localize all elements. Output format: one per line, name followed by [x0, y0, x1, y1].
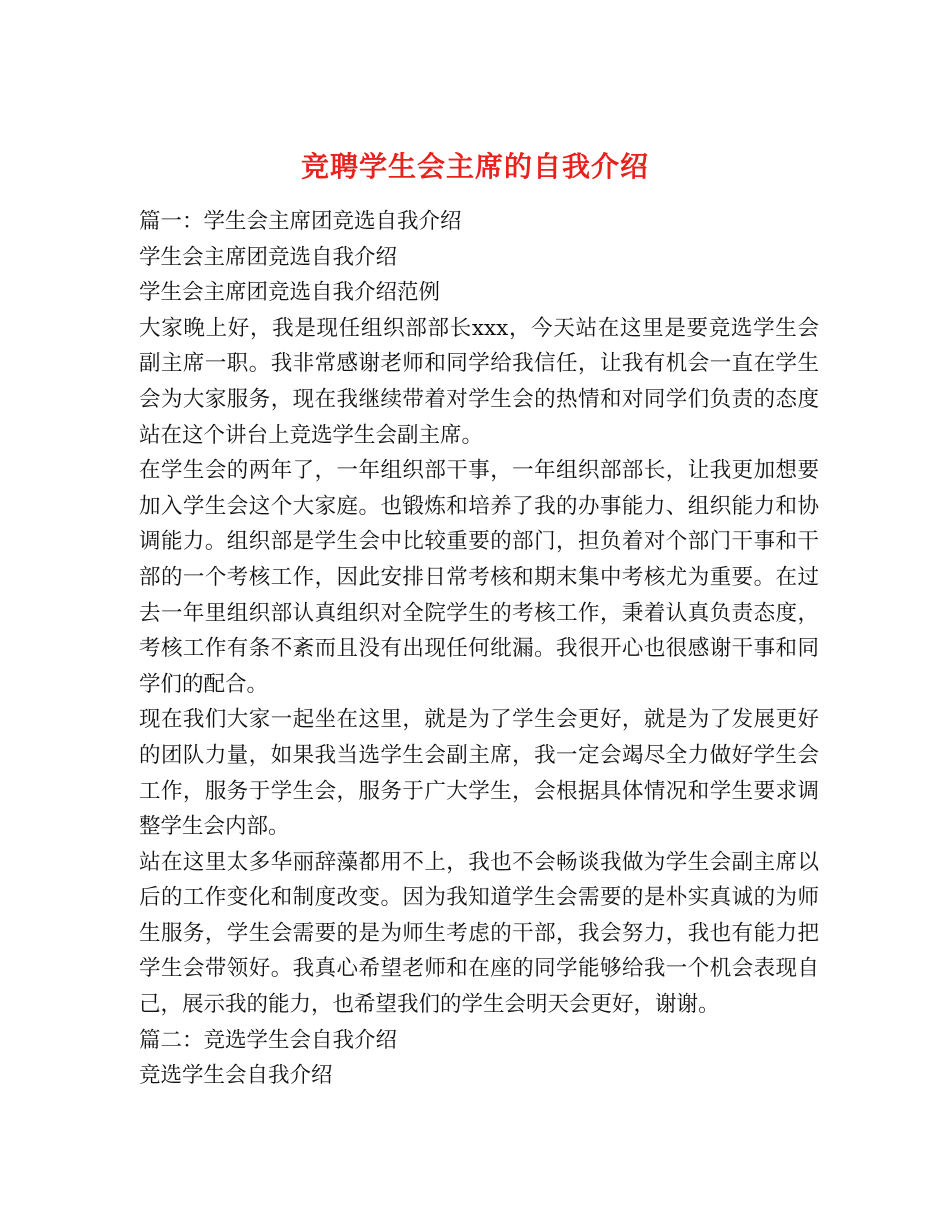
paragraph: 站在这里太多华丽辞藻都用不上，我也不会畅谈我做为学生会副主席以后的工作变化和制度改变。因为我知道学生会需要的是朴实真诚的为师生服务，学生会需要的是为师生考虑的干部，我会努力，我也有能力把学生会带领好。我真心希望老师和在座的同学能够给我一个机会表现自己，展示我的能力，也希望我们的学生会明天会更好，谢谢。 — [139, 849, 819, 1018]
paragraph: 大家晚上好，我是现任组织部部长xxx，今天站在这里是要竞选学生会副主席一职。我非常感谢老师和同学给我信任，让我有机会一直在学生会为大家服务，现在我继续带着对学生会的热情和对同学们负责的态度站在这个讲台上竞选学生会副主席。 — [139, 315, 819, 448]
paragraph: 在学生会的两年了，一年组织部干事，一年组织部部长，让我更加想要加入学生会这个大家庭。也锻炼和培养了我的办事能力、组织能力和协调能力。组织部是学生会中比较重要的部门，担负着对个部门干事和干部的一个考核工作，因此安排日常考核和期末集中考核尤为重要。在过去一年里组织部认真组织对全院学生的考核工作，秉着认真负责态度，考核工作有条不紊而且没有出现任何纰漏。我很开心也很感谢干事和同学们的配合。 — [139, 458, 819, 697]
section-subheading-1b: 学生会主席团竞选自我介绍范例 — [139, 280, 441, 306]
section-heading-1: 篇一：学生会主席团竞选自我介绍 — [139, 209, 462, 234]
section-subheading-2: 竞选学生会自我介绍 — [139, 1063, 333, 1089]
document-title: 竞聘学生会主席的自我介绍 — [300, 149, 649, 183]
document-body — [139, 204, 819, 1094]
paragraph: 现在我们大家一起坐在这里，就是为了学生会更好，就是为了发展更好的团队力量，如果我当选学生会副主席，我一定会竭尽全力做好学生会工作，服务于学生会，服务于广大学生，会根据具体情况和学生要求调整学生会内部。 — [139, 707, 819, 840]
section-subheading-1: 学生会主席团竞选自我介绍 — [139, 244, 398, 270]
section-heading-2: 篇二：竞选学生会自我介绍 — [139, 1027, 398, 1053]
